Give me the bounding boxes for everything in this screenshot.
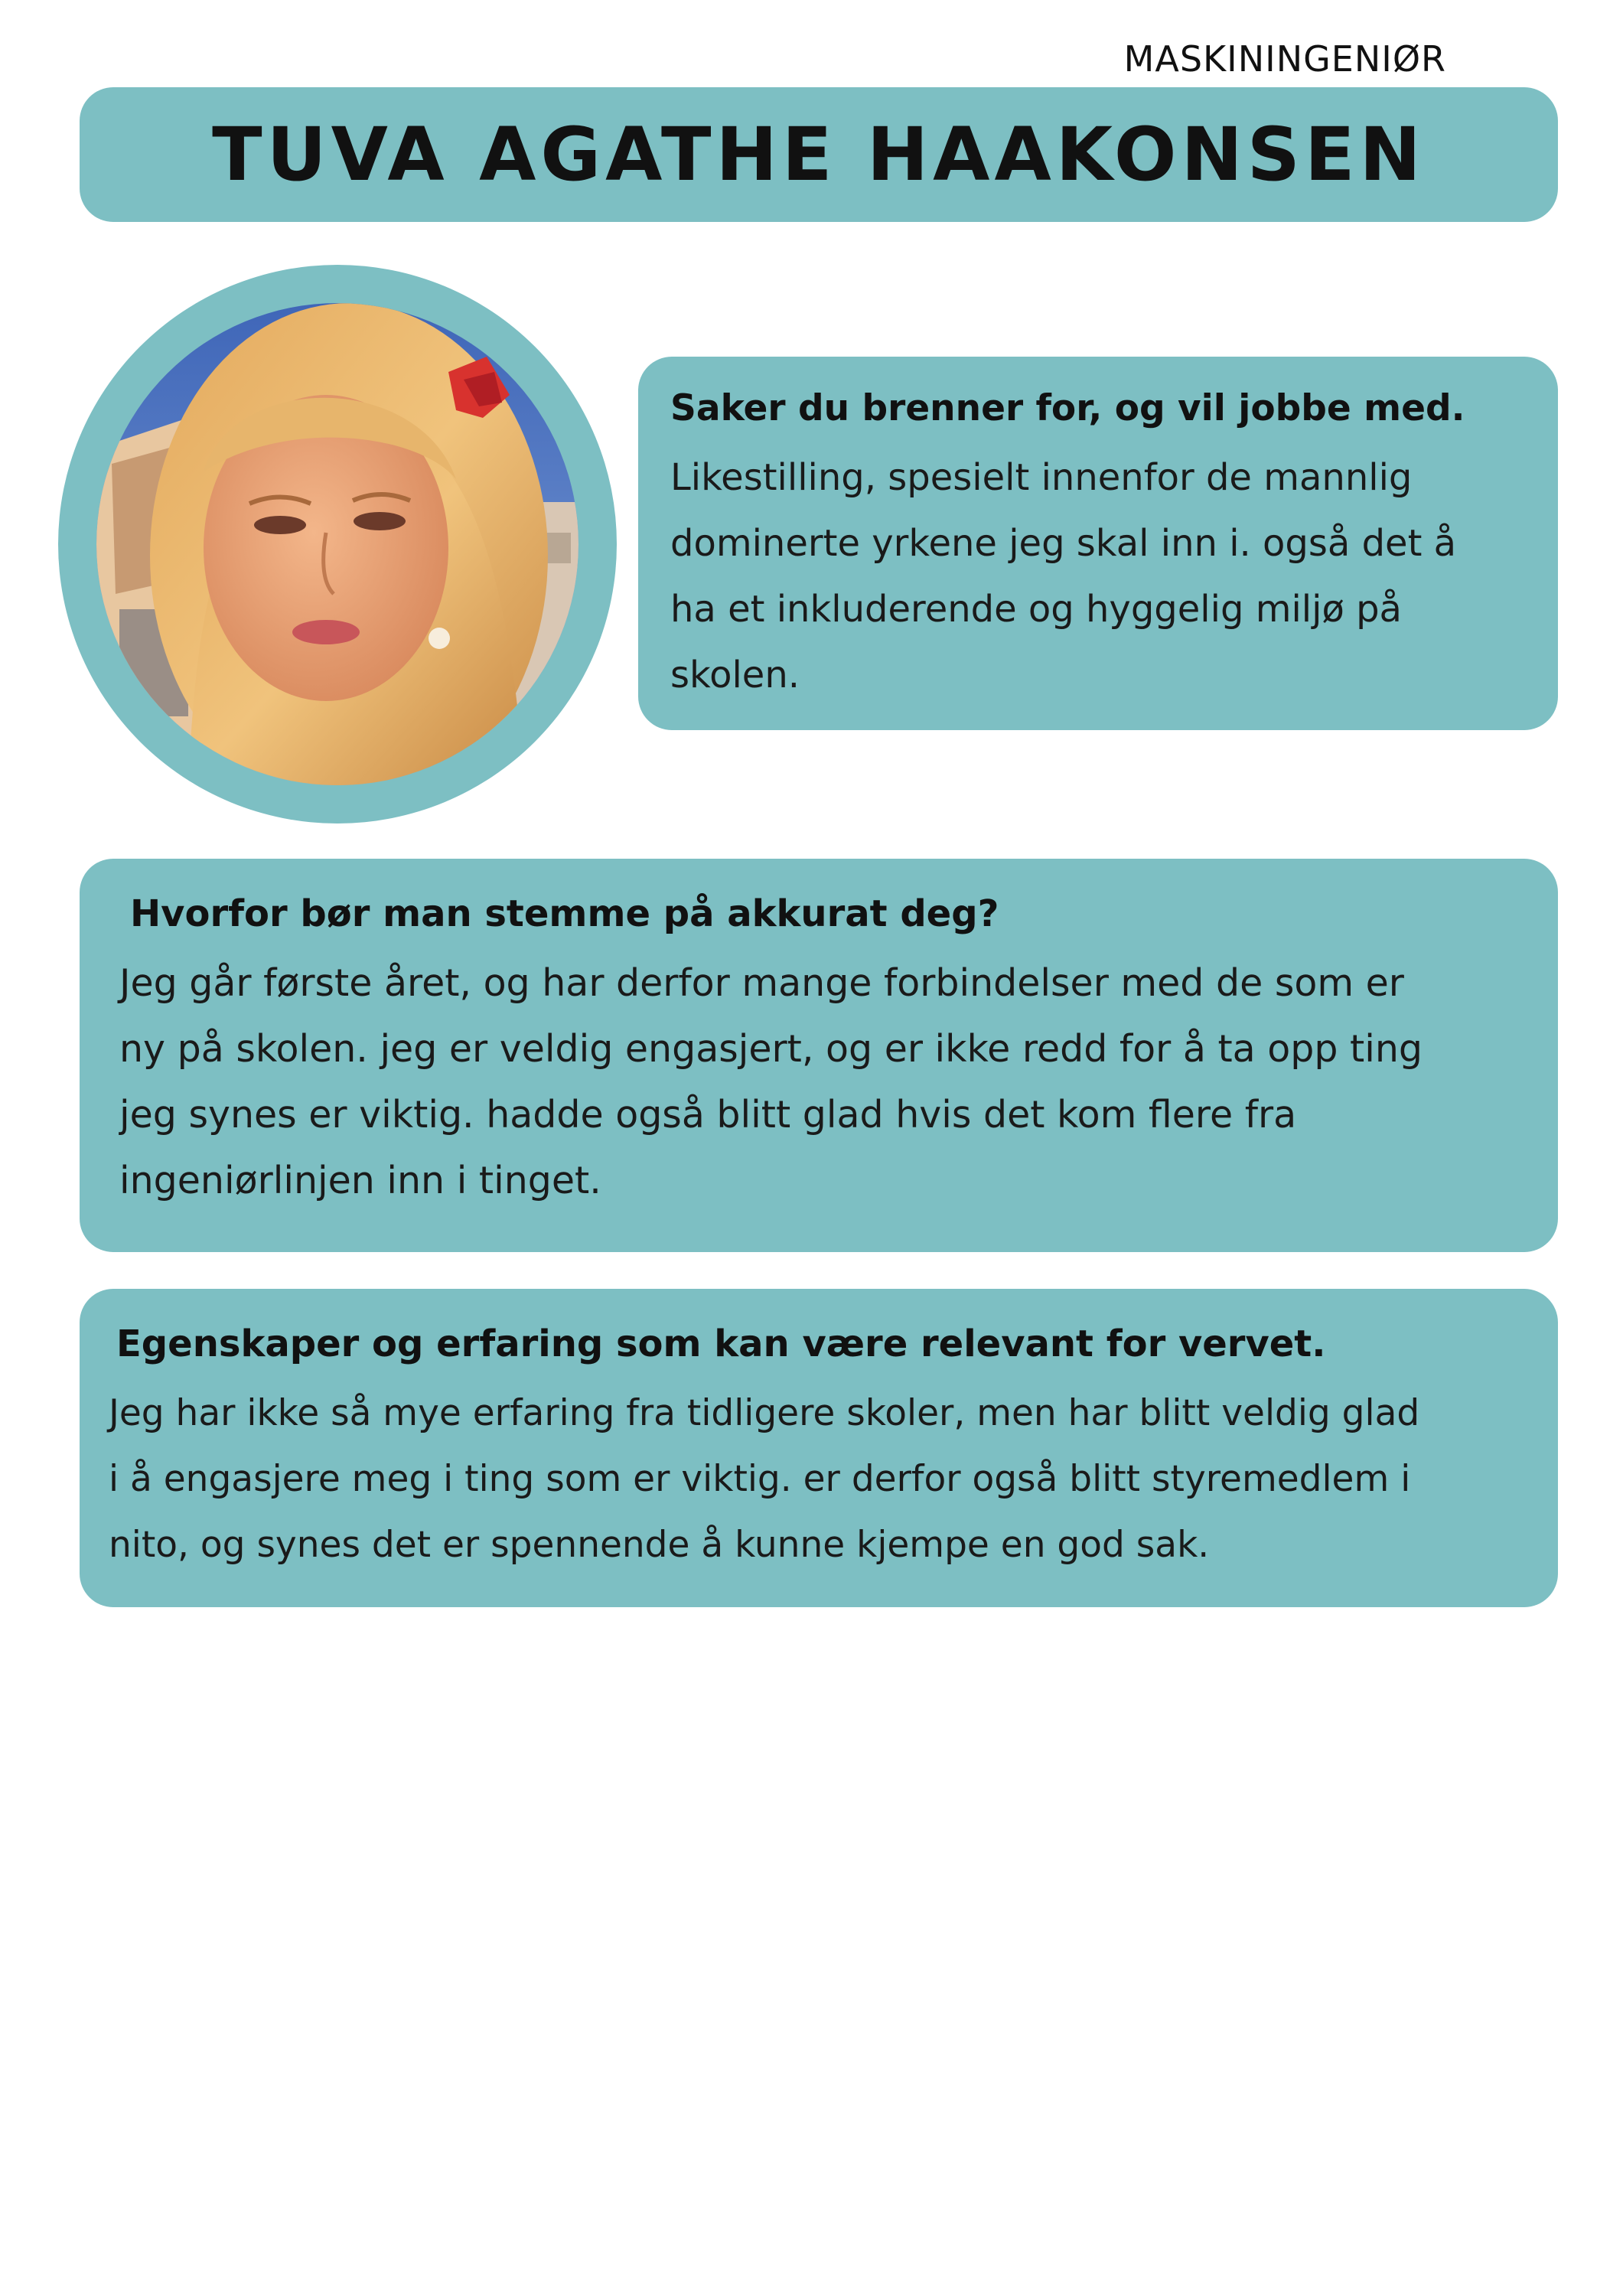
candidate-photo bbox=[96, 303, 578, 785]
why-vote-section bbox=[80, 859, 1558, 1252]
text-line: ny på skolen. jeg er veldig engasjert, og er ikke redd for å ta opp ting bbox=[119, 1027, 1423, 1071]
text-line: skolen. bbox=[670, 654, 800, 696]
candidate-name: TUVA AGATHE HAAKONSEN bbox=[212, 112, 1426, 197]
experience-text bbox=[109, 1381, 1535, 1578]
text-line: nito, og synes det er spennende å kunne kjempe en god sak. bbox=[109, 1524, 1210, 1566]
text-line: i å engasjere meg i ting som er viktig. er derfor også blitt styremedlem i bbox=[109, 1458, 1411, 1500]
text-line: jeg synes er viktig. hadde også blitt glad hvis det kom flere fra bbox=[119, 1093, 1297, 1137]
text-line: dominerte yrkene jeg skal inn i. også det å bbox=[670, 522, 1457, 565]
text-line: ingeniørlinjen inn i tinget. bbox=[119, 1159, 601, 1202]
text-line: Jeg går første året, og har derfor mange forbindelser med de som er bbox=[119, 961, 1404, 1005]
experience-heading: Egenskaper og erfaring som kan være relevant for vervet. bbox=[116, 1322, 1326, 1365]
why-vote-text bbox=[119, 951, 1527, 1214]
text-line: Likestilling, spesielt innenfor de mannlig bbox=[670, 456, 1413, 499]
photo-frame bbox=[58, 265, 617, 823]
passion-section bbox=[638, 357, 1558, 730]
why-vote-heading: Hvorfor bør man stemme på akkurat deg? bbox=[130, 892, 999, 935]
passion-heading: Saker du brenner for, og vil jobbe med. bbox=[670, 387, 1465, 429]
name-banner bbox=[80, 87, 1558, 222]
experience-section bbox=[80, 1289, 1558, 1607]
program-label: MASKININGENIØR bbox=[1123, 38, 1446, 80]
text-line: Jeg har ikke så mye erfaring fra tidligere skoler, men har blitt veldig glad bbox=[109, 1392, 1420, 1434]
passion-text bbox=[670, 445, 1527, 708]
text-line: ha et inkluderende og hyggelig miljø på bbox=[670, 588, 1402, 631]
